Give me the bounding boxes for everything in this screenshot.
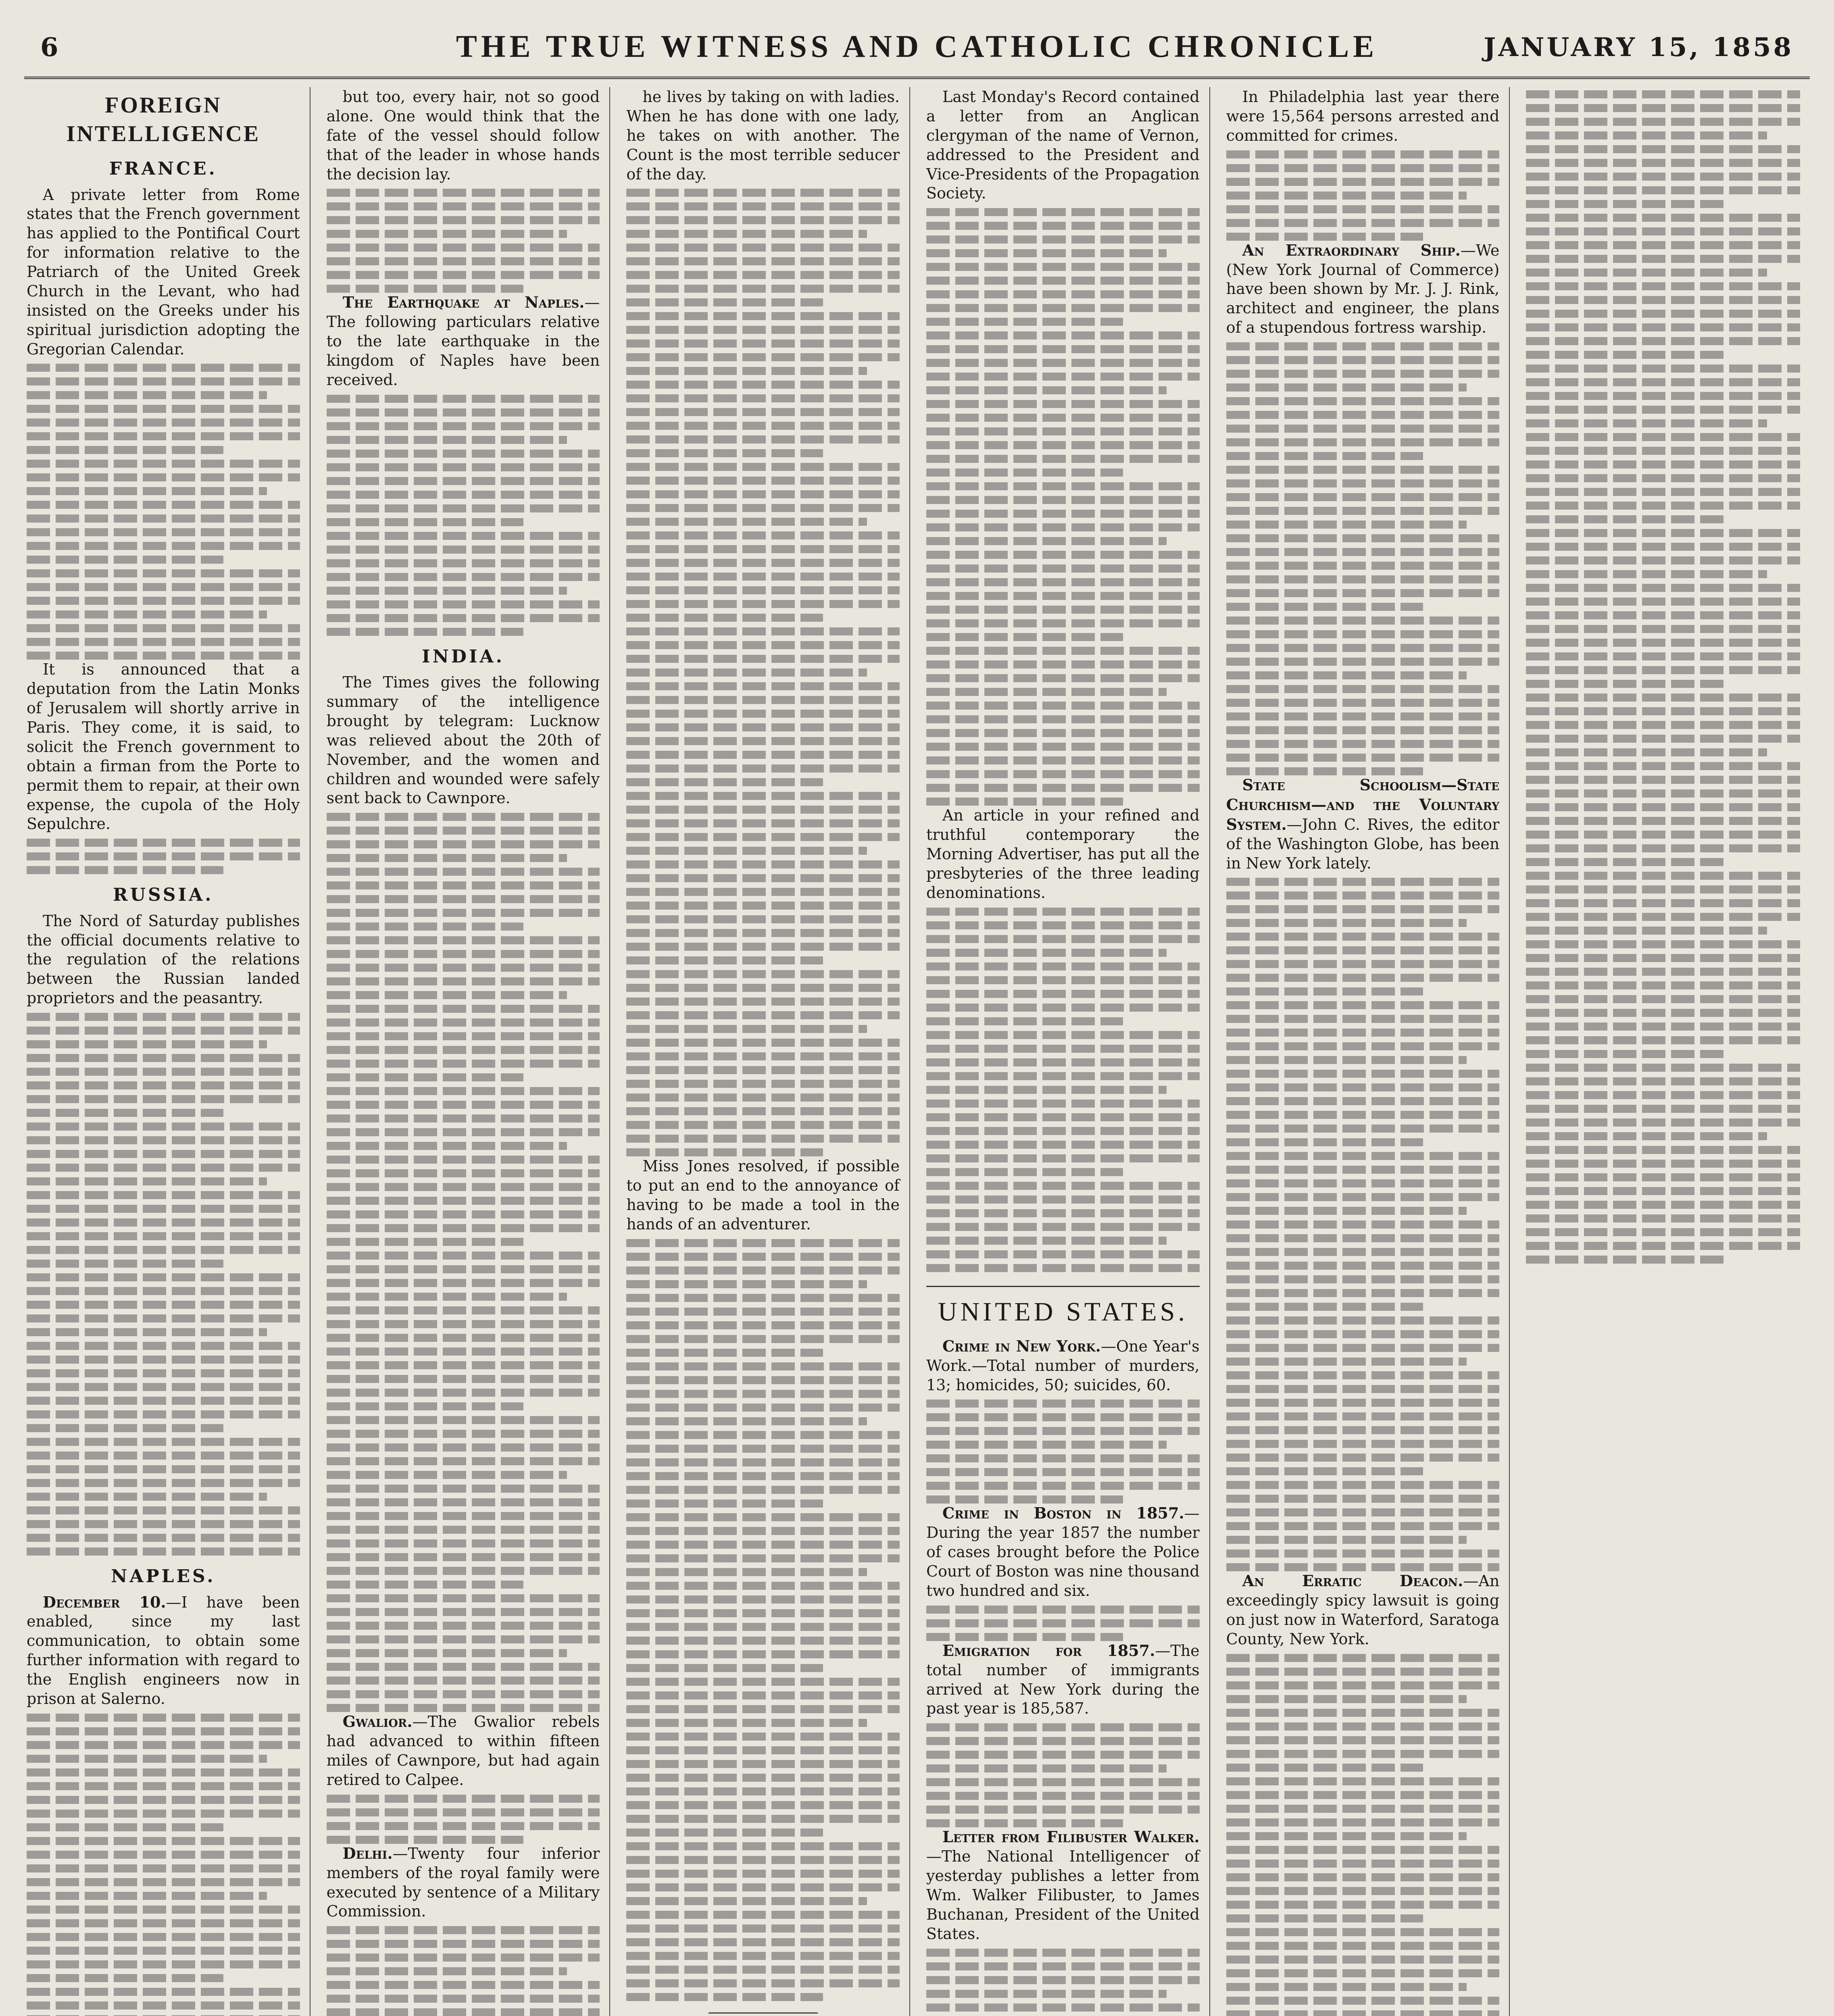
article-text-block [27, 839, 300, 874]
article-paragraph: Crime in New York.—One Year's Work.—Total number of murders, 13; homicides, 50; suicides, 60. [926, 1337, 1200, 1394]
article-text-block [327, 1795, 600, 1844]
page-number: 6 [40, 32, 58, 62]
article-paragraph: A private letter from Rome states that the French government has applied to the Pontifical Court for information relative to the Patriarch of the United Greek Church in the Levant, who had insisted on the Greeks under his spiritual jurisdiction adopting the Gregorian Calendar. [27, 185, 300, 358]
article-text-block [1226, 878, 1500, 1571]
section-heading-foreign: FOREIGN INTELLIGENCE [66, 93, 261, 146]
article-text-block [27, 364, 300, 660]
article-text-block [327, 189, 600, 293]
article-text-block [327, 813, 600, 1712]
article-paragraph: The Times gives the following summary of the intelligence brought by telegram: Lucknow was relieved about the 20th of November, and the women and children and wounded were safely sent back to Cawnpore. [326, 673, 600, 807]
article-paragraph: Miss Jones resolved, if possible to put an end to the annoyance of having to be made a tool in the hands of an adventurer. [626, 1157, 900, 1233]
column-5 [1224, 87, 1510, 2016]
subheading-russia: RUSSIA. [113, 885, 214, 906]
article-paragraph: Delhi.—Twenty four inferior members of the royal family were executed by sentence of a Military Commission. [326, 1844, 600, 1920]
masthead [24, 16, 1810, 79]
article-text-block [27, 1013, 300, 1556]
article-paragraph: Letter from Filibuster Walker.—The National Intelligencer of yesterday publishes a letter from Wm. Walker Filibuster, to James Buchanan, President of the United States. [926, 1828, 1200, 1943]
article-paragraph: An Extraordinary Ship.—We (New York Journal of Commerce) have been shown by Mr. J. J. Rink, architect and engineer, the plans of a stupendous fortress warship. [1226, 241, 1500, 337]
article-paragraph: An article in your refined and truthful contemporary the Morning Advertiser, has put all the presbyteries of the three leading denominations. [926, 806, 1200, 902]
section-heading-united-states: UNITED STATES. [926, 1286, 1200, 1329]
article-text-block [926, 208, 1200, 806]
article-paragraph: Emigration for 1857.—The total number of immigrants arrived at New York during the past year is 185,587. [926, 1641, 1200, 1718]
article-columns [24, 87, 1810, 2016]
article-text-block [327, 1926, 600, 2016]
newspaper-title: THE TRUE WITNESS AND CATHOLIC CHRONICLE [456, 29, 1378, 64]
article-text-block [27, 1714, 300, 2016]
column-3 [624, 87, 910, 2016]
article-text-block [1526, 90, 1800, 1264]
issue-date: JANUARY 15, 1858 [1484, 32, 1794, 62]
column-6 [1523, 87, 1810, 2016]
article-paragraph: he lives by taking on with ladies. When he has done with one lady, he takes on with another. The Count is the most terrible seducer of the day. [626, 88, 900, 183]
article-paragraph: December 10.—I have been enabled, since my last communication, to obtain some further information with regard to the English engineers now in prison at Salerno. [27, 1593, 300, 1708]
article-paragraph: It is announced that a deputation from the Latin Monks of Jerusalem will shortly arrive in Paris. They come, it is said, to solicit the French government to obtain a firman from the Porte to permit them to repair, at their own expense, the cupola of the Holy Sepulchre. [27, 660, 300, 833]
article-paragraph: In Philadelphia last year there were 15,564 persons arrested and committed for crimes. [1226, 88, 1500, 144]
column-1 [24, 87, 311, 2016]
article-paragraph: but too, every hair, not so good alone. One would think that the fate of the vessel should follow that of the leader in whose hands the decision lay. [326, 88, 600, 183]
article-paragraph: The Earthquake at Naples.—The following particulars relative to the late earthquake in the kingdom of Naples have been received. [326, 293, 600, 389]
column-2 [324, 87, 611, 2016]
subheading-france: FRANCE. [109, 158, 217, 179]
article-text-block [327, 395, 600, 636]
section-divider [709, 2012, 818, 2014]
article-text-block [1226, 342, 1500, 775]
column-4 [924, 87, 1210, 2016]
article-text-block [626, 189, 900, 1156]
article-text-block [1226, 1654, 1500, 2016]
article-text-block [926, 1723, 1200, 1827]
subheading-india: INDIA. [421, 646, 504, 667]
subheading-naples: NAPLES. [111, 1566, 216, 1587]
article-text-block [626, 1239, 900, 2001]
article-text-block [1226, 150, 1500, 241]
article-text-block [926, 1400, 1200, 1504]
article-paragraph: Crime in Boston in 1857.—During the year 1857 the number of cases brought before the Police Court of Boston was nine thousand two hundred and six. [926, 1504, 1200, 1599]
article-text-block [926, 1606, 1200, 1641]
article-text-block [926, 908, 1200, 1272]
article-paragraph: The Nord of Saturday publishes the official documents relative to the regulation of the relations between the Russian landed proprietors and the peasantry. [27, 912, 300, 1007]
article-paragraph: State Schoolism—State Churchism—and the Voluntary System.—John C. Rives, the editor of the Washington Globe, has been in New York lately. [1226, 776, 1500, 872]
article-paragraph: Gwalior.—The Gwalior rebels had advanced to within fifteen miles of Cawnpore, but had again retired to Calpee. [326, 1712, 600, 1789]
article-text-block [926, 1949, 1200, 2016]
article-paragraph: An Erratic Deacon.—An exceedingly spicy lawsuit is going on just now in Waterford, Saratoga County, New York. [1226, 1572, 1500, 1648]
article-paragraph: Last Monday's Record contained a letter from an Anglican clergyman of the name of Vernon, addressed to the President and Vice-Presidents of the Propagation Society. [926, 88, 1200, 202]
